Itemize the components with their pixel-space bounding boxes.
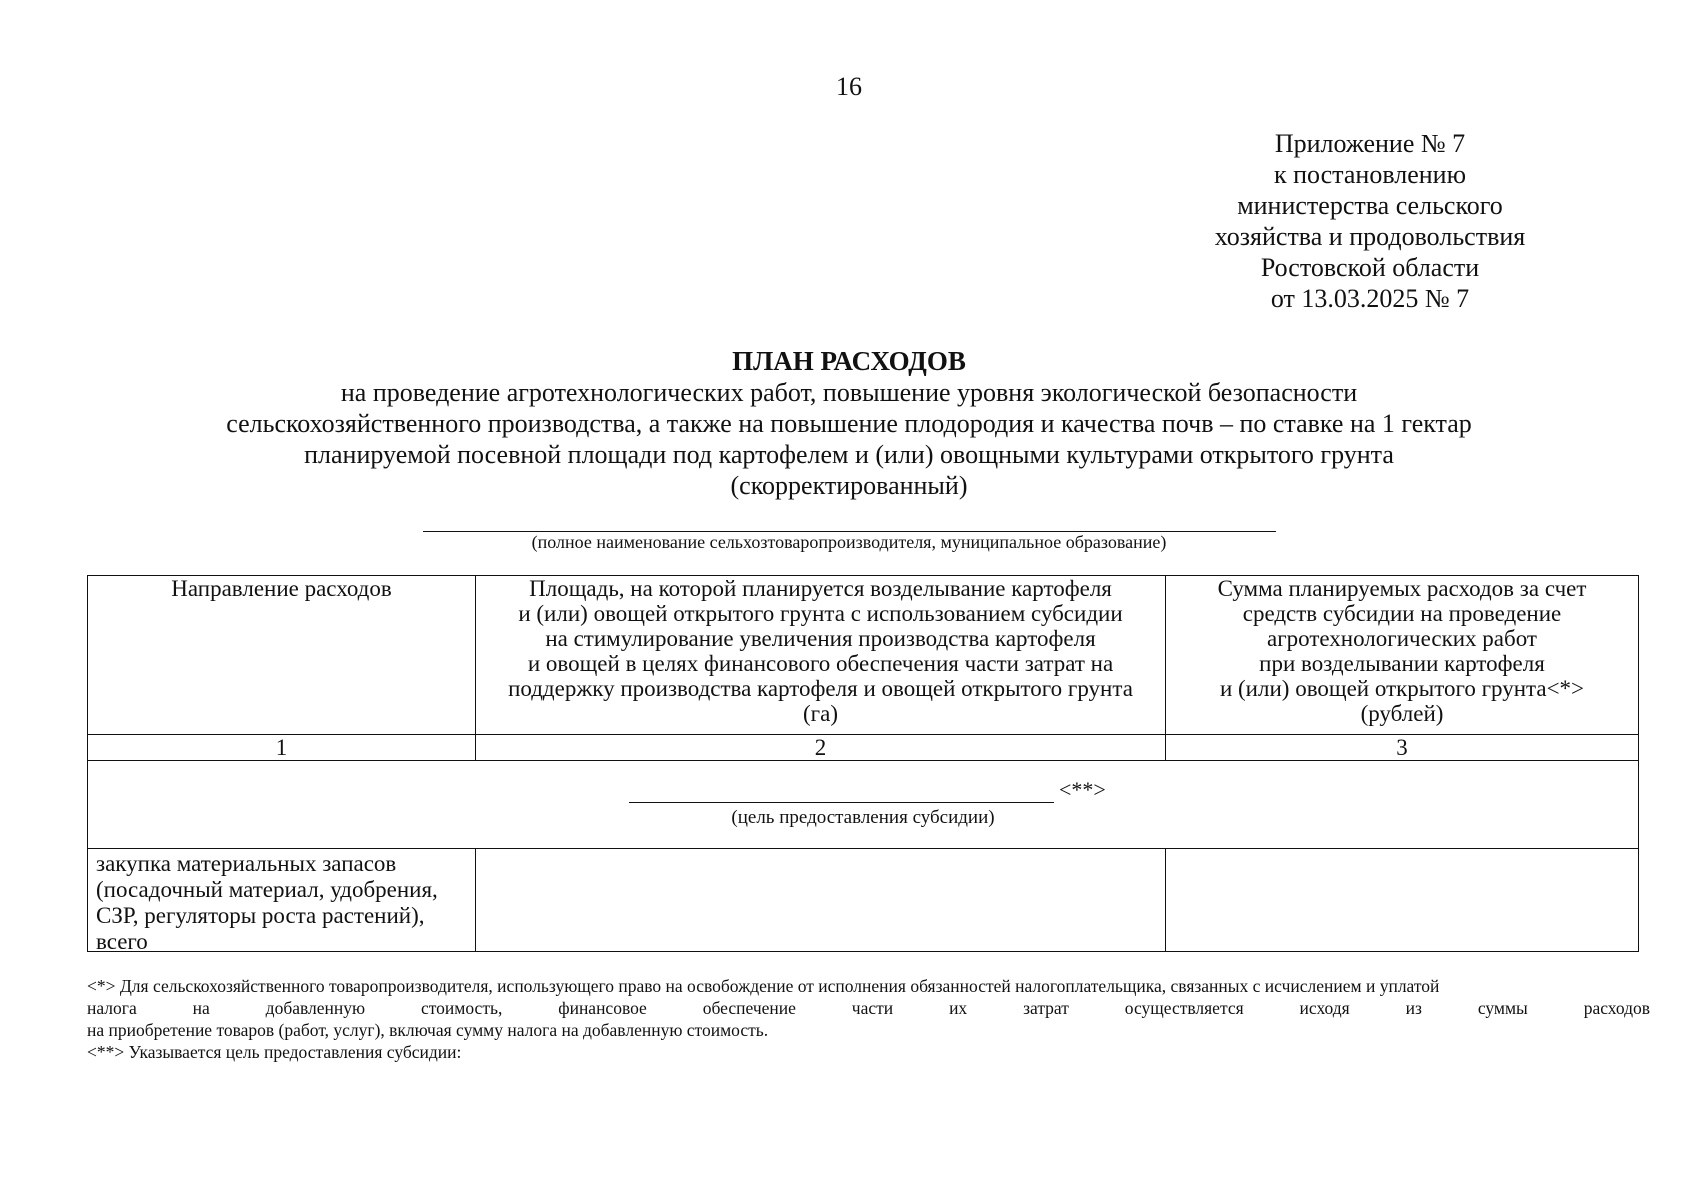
row-direction [88,849,476,952]
subsidy-goal-row [88,761,1639,849]
appendix-line: Приложение № 7 [1274,129,1466,158]
document-title [0,346,1698,501]
header-area-line: Площадь, на которой планируется возделывание картофеля [529,576,1112,601]
title-line: сельскохозяйственного производства, а также на повышение плодородия и качества почв – по ставке на 1 гектар [226,409,1472,438]
header-amount-line: средств субсидии на проведение [1242,601,1562,626]
column-number: 3 [1166,735,1639,761]
subsidy-goal-blank-line [629,802,1054,803]
org-name-caption: (полное наименование сельхозтоваропроизводителя, муниципальное образование) [531,532,1167,552]
header-direction-text: Направление расходов [171,576,392,601]
table-header-row [88,576,1639,735]
row-direction-line: СЗР, регуляторы роста растений), [96,903,425,928]
footnote-1-line: налога на добавленную стоимость, финансовое обеспечение части их затрат осуществляется исходя из суммы расходов [87,998,1650,1018]
row-direction-line: (посадочный материал, удобрения, [96,877,438,902]
footnote-1-line: <*> Для сельскохозяйственного товаропроизводителя, использующего право на освобождение от исполнения обязанностей налогоплательщика, связанных с исчислением и уплатой [87,976,1440,996]
header-amount-line: (рублей) [1360,701,1444,726]
subsidy-goal-caption: (цель предоставления субсидии) [731,807,995,828]
header-area-line: (га) [803,701,838,726]
appendix-line: Ростовской области [1260,253,1480,282]
page-number: 16 [836,72,862,101]
row-amount[interactable] [1166,849,1639,952]
appendix-line: от 13.03.2025 № 7 [1270,284,1470,313]
row-area[interactable] [476,849,1166,952]
subsidy-goal-cell [88,761,1639,849]
appendix-line: министерства сельского [1237,191,1503,220]
title-main: ПЛАН РАСХОДОВ [732,346,966,376]
header-amount-line: при возделывании картофеля [1259,651,1545,676]
column-number-row [88,735,1639,761]
subsidy-goal-footnote-mark: <**> [1059,777,1106,802]
header-area-line: поддержку производства картофеля и овощей открытого грунта [508,676,1133,701]
title-line: планируемой посевной площади под картофелем и (или) овощными культурами открытого грунта [304,440,1394,469]
footnote-1-line: на приобретение товаров (работ, услуг), включая сумму налога на добавленную стоимость. [87,1020,769,1040]
column-number: 2 [476,735,1166,761]
header-direction [88,576,476,735]
title-line: на проведение агротехнологических работ, повышение уровня экологической безопасности [340,378,1358,407]
row-direction-line: закупка материальных запасов [96,851,397,876]
header-amount [1166,576,1639,735]
header-area-line: и овощей в целях финансового обеспечения части затрат на [527,651,1114,676]
table-row [88,849,1639,952]
header-amount-line: агротехнологических работ [1267,626,1537,651]
header-area-line: на стимулирование увеличения производства картофеля [545,626,1096,651]
header-area [476,576,1166,735]
footnote-2: <**> Указывается цель предоставления субсидии: [87,1042,462,1062]
header-amount-line: и (или) овощей открытого грунта<*> [1219,676,1585,701]
appendix-block [1190,128,1550,314]
header-area-line: и (или) овощей открытого грунта с использованием субсидии [518,601,1123,626]
appendix-line: к постановлению [1273,160,1467,189]
title-line: (скорректированный) [730,471,968,500]
expense-plan-table [87,575,1639,952]
appendix-line: хозяйства и продовольствия [1214,222,1526,251]
row-direction-line: всего [96,929,148,949]
column-number: 1 [88,735,476,761]
header-amount-line: Сумма планируемых расходов за счет [1217,576,1587,601]
footnotes [87,975,1650,1063]
